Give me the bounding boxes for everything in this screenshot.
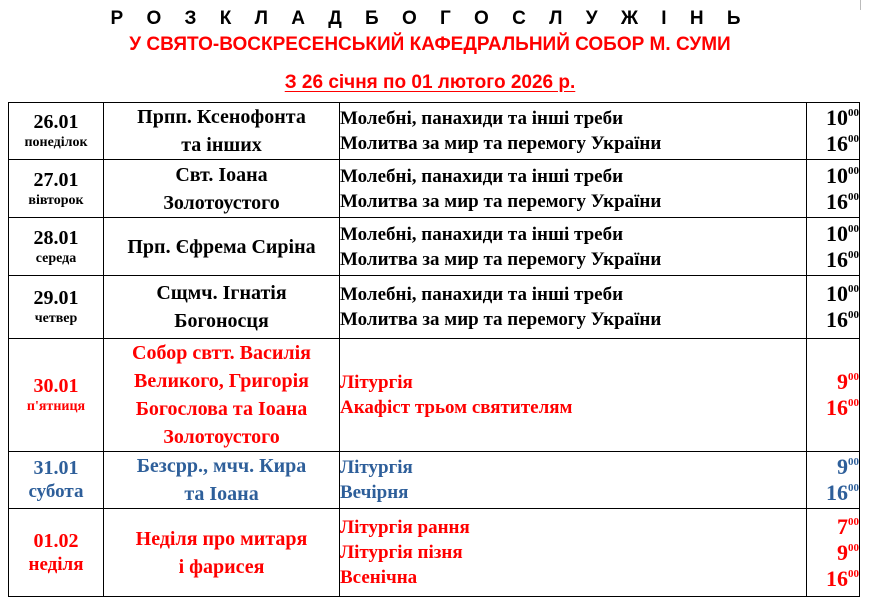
time-minutes: 00 xyxy=(848,515,859,528)
saint-line: Золотоустого xyxy=(163,426,280,448)
table-row xyxy=(9,218,860,276)
time-minutes: 00 xyxy=(848,456,859,468)
service-time xyxy=(807,247,859,273)
time-minutes: 00 xyxy=(848,567,859,580)
service-item: Літургія пізня xyxy=(340,542,463,563)
saint-cell xyxy=(104,339,340,452)
saint-cell xyxy=(104,509,340,597)
time-minutes: 00 xyxy=(848,371,859,383)
services-cell xyxy=(340,276,807,339)
date: 29.01 xyxy=(33,287,79,309)
page-edge-line xyxy=(860,0,861,10)
weekday: вівторок xyxy=(28,192,84,208)
time-cell xyxy=(807,103,860,160)
time-minutes: 00 xyxy=(848,190,859,203)
service-time xyxy=(807,514,859,540)
service-time xyxy=(807,395,859,421)
time-hour: 10 xyxy=(826,162,848,188)
services-cell xyxy=(340,452,807,509)
weekday: п'ятниця xyxy=(26,399,86,414)
time-cell xyxy=(807,452,860,509)
time-hour: 16 xyxy=(826,131,848,156)
time-hour: 10 xyxy=(826,105,848,130)
date-cell xyxy=(9,276,104,339)
date-cell xyxy=(9,509,104,597)
time-cell xyxy=(807,509,860,597)
service-item: Молебні, панахиди та інші треби xyxy=(340,284,624,305)
services-cell xyxy=(340,218,807,276)
saint-cell xyxy=(104,276,340,339)
service-time xyxy=(807,540,859,566)
weekday: неділя xyxy=(28,553,84,575)
date-cell xyxy=(9,218,104,276)
time-minutes: 00 xyxy=(848,133,859,145)
services-cell xyxy=(340,339,807,452)
time-cell xyxy=(807,160,860,218)
service-item: Молитва за мир та перемогу України xyxy=(340,248,662,270)
date: 30.01 xyxy=(33,375,79,397)
time-cell xyxy=(807,276,860,339)
service-item: Молебні, панахиди та інші треби xyxy=(340,108,624,129)
date: 28.01 xyxy=(33,226,79,249)
cathedral-subtitle: У СВЯТО-ВОСКРЕСЕНСЬКИЙ КАФЕДРАЛЬНИЙ СОБОР М. СУМИ xyxy=(129,34,731,55)
service-item: Вечірня xyxy=(340,482,409,503)
saint-line: Великого, Григорія xyxy=(134,370,309,392)
service-item: Всенічна xyxy=(340,567,418,588)
saint-cell xyxy=(104,452,340,509)
time-hour: 16 xyxy=(826,480,848,505)
saint-line: та інших xyxy=(181,134,262,156)
saint-cell xyxy=(104,103,340,160)
table-row xyxy=(9,276,860,339)
saint-line: Неділя про митаря xyxy=(135,527,308,550)
saint-line: Золотоустого xyxy=(163,191,280,214)
time-minutes: 00 xyxy=(848,541,859,554)
saint-cell xyxy=(104,160,340,218)
saint-line: і фарисея xyxy=(178,555,265,578)
time-minutes: 00 xyxy=(848,309,859,321)
saint-line: Прп. Єфрема Сиріна xyxy=(127,235,316,258)
time-hour: 10 xyxy=(826,281,848,306)
time-minutes: 00 xyxy=(848,222,859,235)
service-item: Молитва за мир та перемогу України xyxy=(340,190,662,212)
saint-line: Безсрр., мчч. Кира xyxy=(136,455,307,477)
date-cell xyxy=(9,452,104,509)
services-cell xyxy=(340,160,807,218)
time-minutes: 00 xyxy=(848,164,859,177)
service-time xyxy=(807,307,859,333)
service-time xyxy=(807,131,859,157)
time-hour: 16 xyxy=(826,395,848,420)
date-cell xyxy=(9,160,104,218)
time-hour: 16 xyxy=(826,246,848,272)
service-time xyxy=(807,105,859,131)
saint-line: Собор свтт. Василія xyxy=(132,342,311,364)
saint-line: Свт. Іоана xyxy=(175,163,268,186)
time-minutes: 00 xyxy=(848,283,859,295)
date-cell xyxy=(9,103,104,160)
service-time xyxy=(807,480,859,506)
service-item: Акафіст трьом святителям xyxy=(340,397,573,418)
saint-line: та Іоана xyxy=(184,483,259,505)
time-hour: 7 xyxy=(837,513,848,539)
table-row xyxy=(9,339,860,452)
time-cell xyxy=(807,218,860,276)
time-hour: 16 xyxy=(826,307,848,332)
services-cell xyxy=(340,509,807,597)
date: 01.02 xyxy=(33,529,79,552)
service-item: Молебні, панахиди та інші треби xyxy=(340,223,624,245)
schedule-table xyxy=(8,102,860,597)
service-item: Літургія xyxy=(340,372,413,393)
weekday: субота xyxy=(28,481,84,502)
service-time xyxy=(807,221,859,247)
saint-line: Сщмч. Ігнатія xyxy=(156,282,287,304)
time-minutes: 00 xyxy=(848,397,859,409)
saint-line: Богоносця xyxy=(174,310,269,332)
service-item: Літургія рання xyxy=(340,517,470,538)
weekday: четвер xyxy=(34,311,78,326)
time-hour: 9 xyxy=(837,539,848,565)
time-hour: 16 xyxy=(826,565,848,591)
time-hour: 9 xyxy=(837,369,848,394)
service-time xyxy=(807,369,859,395)
service-time xyxy=(807,163,859,189)
date: 26.01 xyxy=(33,111,79,133)
time-minutes: 00 xyxy=(848,107,859,119)
time-cell xyxy=(807,339,860,452)
saint-cell xyxy=(104,218,340,276)
service-item: Молитва за мир та перемогу України xyxy=(340,309,662,330)
services-cell xyxy=(340,103,807,160)
time-hour: 9 xyxy=(837,454,848,479)
date-cell xyxy=(9,339,104,452)
date: 31.01 xyxy=(33,457,79,479)
service-time xyxy=(807,566,859,592)
time-minutes: 00 xyxy=(848,482,859,494)
table-row xyxy=(9,160,860,218)
date-range: З 26 січня по 01 лютого 2026 р. xyxy=(284,72,576,93)
table-row xyxy=(9,452,860,509)
time-minutes: 00 xyxy=(848,248,859,261)
service-item: Молитва за мир та перемогу України xyxy=(340,133,662,154)
schedule-title: Р О З К Л А Д Б О Г О С Л У Ж І Н Ь xyxy=(110,8,750,29)
service-item: Літургія xyxy=(340,457,413,478)
table-row xyxy=(9,103,860,160)
service-time xyxy=(807,454,859,480)
table-row xyxy=(9,509,860,597)
date: 27.01 xyxy=(33,168,79,191)
service-time xyxy=(807,189,859,215)
saint-line: Прпп. Ксенофонта xyxy=(137,106,306,128)
weekday: понеділок xyxy=(24,135,88,150)
service-time xyxy=(807,281,859,307)
weekday: середа xyxy=(35,250,77,266)
service-item: Молебні, панахиди та інші треби xyxy=(340,165,624,187)
saint-line: Богослова та Іоана xyxy=(135,398,308,420)
time-hour: 16 xyxy=(826,188,848,214)
time-hour: 10 xyxy=(826,220,848,246)
